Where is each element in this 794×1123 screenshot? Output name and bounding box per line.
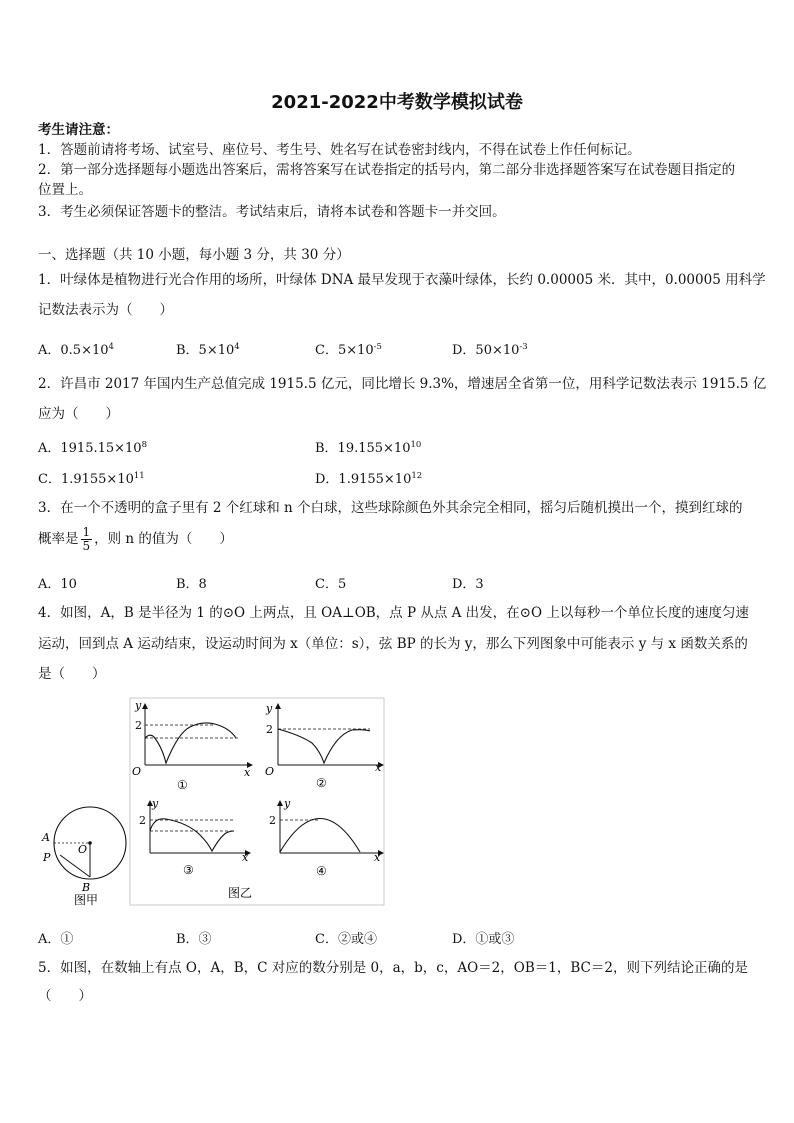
graph-1 [132, 699, 252, 792]
notice-item-1: 1．答题前请将考场、试室号、座位号、考生号、姓名写在试卷密封线内，不得在试卷上作任何标记。 [38, 142, 641, 158]
graph-1-tick-2: 2 [135, 719, 142, 732]
graph-3-x-label: x [242, 851, 249, 864]
q1-text-line1: 1．叶绿体是植物进行光合作用的场所，叶绿体 DNA 最早发现于衣藻叶绿体，长约 0.00005 米．其中，0.00005 用科学 [38, 272, 766, 288]
graph-2 [265, 702, 383, 790]
q2-text-line1: 2．许昌市 2017 年国内生产总值完成 1915.5 亿元，同比增长 9.3%，增速居全省第一位，用科学记数法表示 1915.5 亿 [38, 376, 767, 392]
notice-item-2-cont: 位置上。 [38, 182, 92, 198]
graph-4 [269, 797, 383, 878]
graph-1-curve [145, 723, 236, 763]
graph-3 [139, 797, 252, 900]
circle-figure [41, 807, 126, 907]
q3-option-b: B．8 [176, 577, 207, 592]
point-b-label: B [82, 881, 91, 894]
q4-figure [38, 695, 388, 910]
graph-2-tick-2: 2 [266, 723, 273, 736]
graph-1-x-label: x [244, 766, 251, 779]
graph-3-curve [150, 819, 234, 851]
q4-option-a: A．① [38, 932, 74, 947]
q3-option-d: D．3 [452, 577, 484, 592]
q3-text-line1: 3．在一个不透明的盒子里有 2 个红球和 n 个白球，这些球除颜色外其余完全相同，摇匀后随机摸出一个，摸到红球的 [38, 500, 743, 516]
point-o-label: O [78, 843, 88, 856]
graph-3-y-label: y [152, 797, 159, 810]
graph-4-x-label: x [374, 851, 381, 864]
q1-option-d: D．$50\times 10^{-3}$ [452, 342, 528, 358]
q2-option-a: A．$1915.15\times 10^8$ [38, 440, 148, 456]
point-a-label: A [42, 831, 50, 844]
graph-2-y-label: y [266, 702, 273, 715]
caption-figure-right: 图乙 [228, 886, 253, 900]
q4-option-c: C．②或④ [315, 932, 377, 947]
q2-text-line2: 应为（ ） [38, 406, 119, 422]
q1-option-c: C．$5\times 10^{-5}$ [315, 342, 382, 358]
page-title: 2021-2022中考数学模拟试卷 [271, 92, 523, 113]
q4-option-b: B．③ [176, 932, 212, 947]
q2-option-c: C．$1.9155\times 10^{11}$ [38, 471, 145, 487]
q4-option-d: D．①或③ [452, 932, 515, 947]
graph-2-x-label: x [375, 761, 382, 774]
q5-text-line2: （ ） [38, 988, 92, 1004]
q2-option-d: D．$1.9155\times 10^{12}$ [315, 471, 423, 487]
q2-option-b: B．$19.155\times 10^{10}$ [315, 440, 422, 456]
graph-2-curve [278, 729, 370, 763]
section-heading: 一、选择题（共 10 小题，每小题 3 分，共 30 分） [38, 247, 350, 263]
graph-4-curve [280, 819, 360, 853]
graph-1-y-label: y [135, 699, 142, 712]
graph-4-label: ④ [316, 864, 327, 878]
q5-text-line1: 5．如图，在数轴上有点 O，A，B，C 对应的数分别是 0，a，b，c，AO＝2，OB＝1，BC＝2，则下列结论正确的是 [38, 960, 748, 976]
q3-text-line2: 概率是 $\frac{1}{5}$ ，则 n 的值为（ ） [38, 525, 233, 553]
q3-option-c: C．5 [315, 577, 347, 592]
notice-item-3: 3．考生必须保证答题卡的整洁。考试结束后，请将本试卷和答题卡一并交回。 [38, 204, 506, 220]
graph-2-origin: O [265, 765, 275, 778]
graph-1-label: ① [177, 778, 188, 792]
graph-3-label: ③ [183, 863, 194, 877]
q1-text-line2: 记数法表示为（ ） [38, 302, 173, 318]
q1-option-a: A．$0.5\times 10^4$ [38, 342, 114, 358]
graph-4-y-label: y [284, 797, 291, 810]
chord-bp [60, 855, 90, 877]
caption-figure-left: 图甲 [74, 893, 99, 907]
graph-3-tick-2: 2 [139, 814, 146, 827]
graph-2-label: ② [316, 776, 327, 790]
graph-1-origin: O [132, 765, 142, 778]
q4-text-line1: 4．如图，A，B 是半径为 1 的⊙O 上两点，且 OA⊥OB，点 P 从点 A 出发，在⊙O 上以每秒一个单位长度的速度匀速 [38, 605, 749, 621]
notice-heading: 考生请注意： [38, 122, 119, 138]
point-p-label: P [43, 851, 51, 864]
q4-text-line2: 运动，回到点 A 运动结束，设运动时间为 x（单位：s），弦 BP 的长为 y，那么下列图象中可能表示 y 与 x 函数关系的 [38, 636, 748, 652]
q1-option-b: B．$5\times 10^4$ [176, 342, 240, 358]
q3-option-a: A．10 [38, 577, 77, 592]
probability-fraction: $\frac{1}{5}$ [82, 525, 91, 553]
q4-text-line3: 是（ ） [38, 666, 106, 682]
graph-4-tick-2: 2 [269, 814, 276, 827]
notice-item-2: 2．第一部分选择题每小题选出答案后，需将答案写在试卷指定的括号内，第二部分非选择题答案写在试卷题目指定的 [38, 162, 736, 178]
